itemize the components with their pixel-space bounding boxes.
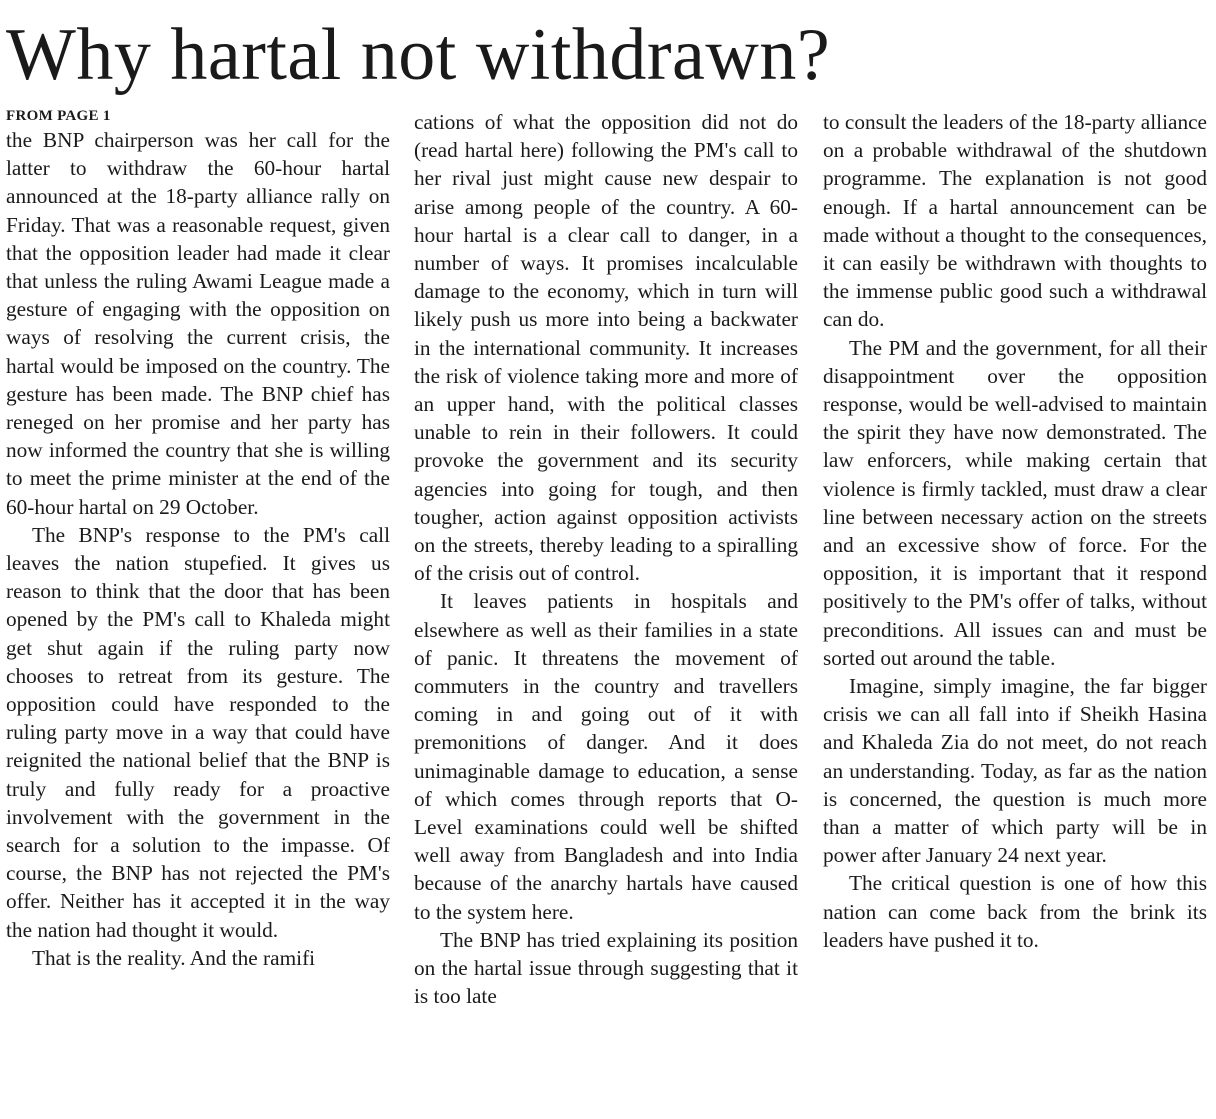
paragraph: The BNP's response to the PM's call leaves the nation stupefied. It gives us reason to think that the door that has been opened by the PM's call to Khaleda might get shut again if the ruling party now chooses to retreat from its gesture. The opposition could have responded to the ruling party move in a way that could have reignited the national belief that the BNP is truly and fully ready for a proactive involvement with the government in the search for a solution to the impasse. Of course, the BNP has not rejected the PM's offer. Neither has it accepted it in the way the nation had thought it would. (6, 522, 390, 942)
article-column-3 (823, 108, 1207, 954)
paragraph: cations of what the opposition did not do (read hartal here) following the PM's call to her rival just might cause new despair to arise among people of the country. A 60-hour hartal is a clear call to danger, in a number of ways. It promises incalculable damage to the economy, which in turn will likely push us more into being a backwater in the international community. It increases the risk of violence taking more and more of an upper hand, with the political classes unable to rein in their followers. It could provoke the government and its security agencies into going for tough, and then tougher, action against opposition activists on the streets, thereby leading to a spiralling of the crisis out of control. (414, 110, 798, 586)
article-column-2 (414, 108, 798, 1011)
paragraph: It leaves patients in hospitals and elsewhere as well as their families in a state of panic. It threatens the movement of commuters in the country and travellers coming in and going out of it with premonitions of danger. And it does unimaginable damage to education, a sense of which comes through reports that O-Level examinations could well be shifted well away from Bangladesh and into India because of the anarchy hartals have caused to the system here. (414, 589, 798, 924)
paragraph: The critical question is one of how this nation can come back from the brink its leaders have pushed it to. (823, 871, 1207, 952)
paragraph: to consult the leaders of the 18-party alliance on a probable withdrawal of the shutdown programme. The explanation is not good enough. If a hartal announcement can be made without a thought to the consequences, it can easily be withdrawn with thoughts to the immense public good such a withdrawal can do. (823, 110, 1207, 332)
kicker-from-page: FROM PAGE 1 (6, 108, 111, 124)
paragraph: That is the reality. And the ramifi (32, 945, 316, 970)
paragraph: Imagine, simply imagine, the far bigger crisis we can all fall into if Sheikh Hasina and Khaleda Zia do not meet, do not reach an understanding. Today, as far as the nation is concerned, the question is much more than a matter of which party will be in power after January 24 next year. (823, 674, 1207, 868)
article-column-1 (6, 108, 390, 972)
paragraph: The BNP has tried explaining its position on the hartal issue through suggesting that it is too late (414, 927, 798, 1009)
paragraph: The PM and the government, for all their disappointment over the opposition response, would be well-advised to maintain the spirit they have now demonstrated. The law enforcers, while making certain that violence is firmly tackled, must draw a clear line between necessary action on the streets and an excessive show of force. For the opposition, it is important that it respond positively to the PM's offer of talks, without preconditions. All issues can and must be sorted out around the table. (823, 335, 1207, 670)
paragraph: the BNP chairperson was her call for the latter to withdraw the 60-hour hartal announced at the 18-party alliance rally on Friday. That was a reasonable request, given that the opposition leader had made it clear that unless the ruling Awami League made a gesture of engaging with the opposition on ways of resolving the current crisis, the hartal would be imposed on the country. The gesture has been made. The BNP chief has reneged on her promise and her party has now informed the country that she is willing to meet the prime minister at the end of the 60-hour hartal on 29 October. (6, 128, 390, 519)
headline: Why hartal not withdrawn? (6, 14, 831, 96)
